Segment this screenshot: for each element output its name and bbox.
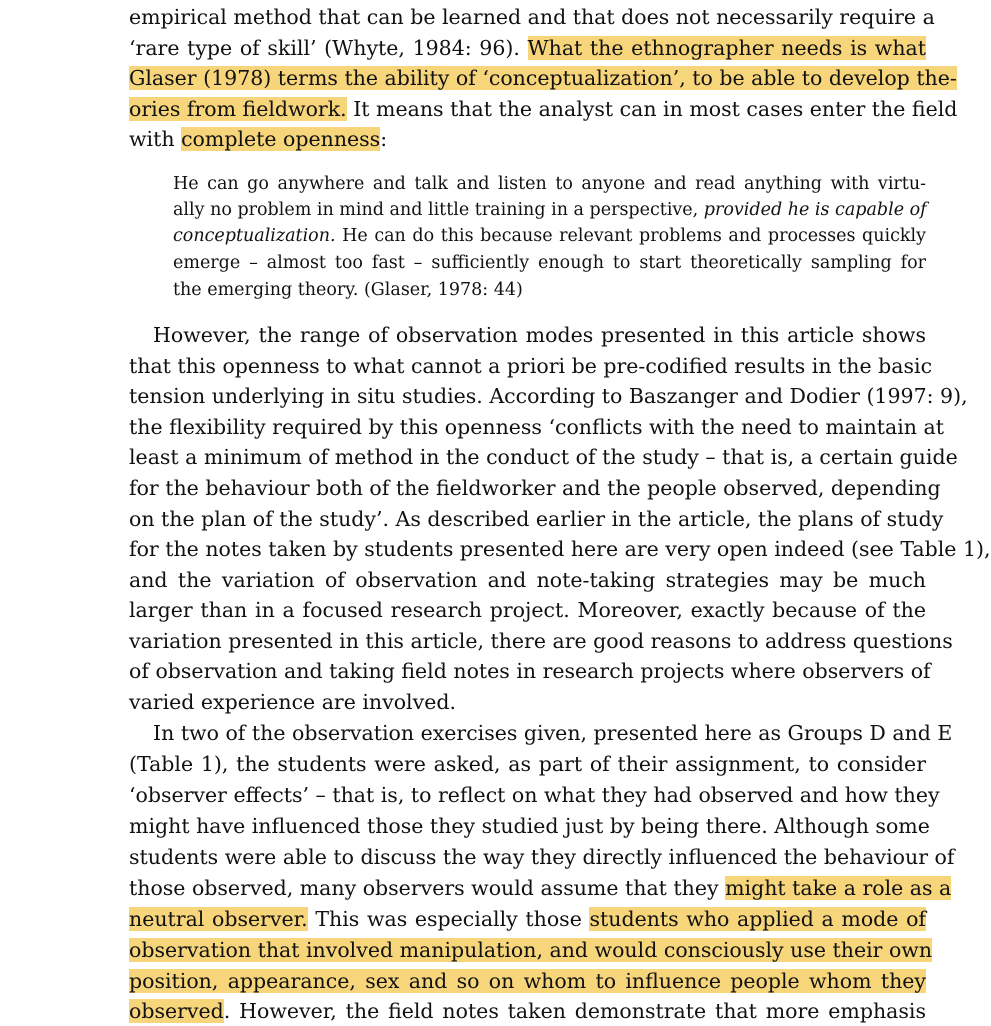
paragraph-line: the flexibility required by this openness ‘conflicts with the need to maintain at (129, 415, 944, 439)
paragraph-line (129, 935, 933, 965)
paragraph-line: varied experience are involved. (129, 690, 456, 714)
paragraph-line (129, 63, 957, 93)
highlighted-text: neutral observer. (129, 907, 308, 931)
paragraph-line (129, 996, 926, 1026)
paragraph-line: ‘observer effects’ – that is, to reflect on what they had observed and how they (129, 783, 940, 807)
paragraph-line: might have influenced those they studied just by being there. Although some (129, 814, 930, 838)
paragraph-line: (Table 1), the students were asked, as part of their assignment, to consider (129, 752, 926, 776)
highlighted-text: complete openness (181, 127, 381, 151)
highlighted-text: observed (129, 999, 224, 1023)
text-run: those observed, many observers would assume that they (129, 876, 726, 900)
paragraph-line (129, 873, 952, 903)
highlighted-text: What the ethnographer needs is what (527, 36, 926, 60)
paragraph-line: and the variation of observation and note-taking strategies may be much (129, 568, 926, 592)
paragraph-line: on the plan of the study’. As described earlier in the article, the plans of study (129, 507, 944, 531)
paragraph-line (129, 904, 926, 934)
highlighted-text: Glaser (1978) terms the ability of ‘conceptualization’, to be able to develop the- (129, 66, 957, 90)
paragraph-line: least a minimum of method in the conduct of the study – that is, a certain guide (129, 445, 958, 469)
quote-line: emerge – almost too fast – sufficiently enough to start theoretically sampling for (173, 253, 926, 273)
text-run: with (129, 127, 182, 151)
paragraph-line: tension underlying in situ studies. According to Baszanger and Dodier (1997: 9), (129, 384, 968, 408)
paragraph-line: students were able to discuss the way they directly influenced the behaviour of (129, 845, 955, 869)
quote-line: the emerging theory. (Glaser, 1978: 44) (173, 280, 523, 300)
paragraph-line: for the behaviour both of the fieldworker and the people observed, depending (129, 476, 941, 500)
text-run: He can do this because relevant problems and processes quickly (335, 226, 926, 246)
quote-line: He can go anywhere and talk and listen to anyone and read anything with virtu- (173, 174, 926, 194)
highlighted-text: might take a role as a (725, 876, 952, 900)
quote-line (173, 223, 926, 250)
paragraph-line (129, 94, 958, 124)
text-run: It means that the analyst can in most cases enter the field (346, 97, 958, 121)
paragraph-line: variation presented in this article, there are good reasons to address questions (129, 629, 953, 653)
highlighted-text: ories from fieldwork. (129, 97, 347, 121)
highlighted-text: position, appearance, sex and so on whom to influence people whom they (129, 969, 926, 993)
text-run: . However, the field notes taken demonstrate that more emphasis (223, 999, 926, 1023)
quote-line (173, 197, 926, 224)
paragraph-line: for the notes taken by students presented here are very open indeed (see Table 1), (129, 537, 991, 561)
paragraph-line (129, 33, 926, 63)
text-run: ally no problem in mind and little training in a perspective, (173, 200, 699, 220)
italic-text: conceptualization. (173, 226, 336, 246)
paragraph-line: However, the range of observation modes presented in this article shows (153, 323, 926, 347)
paragraph-line: of observation and taking field notes in research projects where observers of (129, 659, 931, 683)
highlighted-text: students who applied a mode of (589, 907, 927, 931)
text-run: This was especially those (307, 907, 590, 931)
highlighted-text: observation that involved manipulation, and would consciously use their own (129, 938, 933, 962)
paragraph-line: In two of the observation exercises given, presented here as Groups D and E (153, 721, 953, 745)
italic-text: provided he is capable of (698, 200, 927, 220)
paragraph-line: empirical method that can be learned and that does not necessarily require a (129, 5, 935, 29)
paragraph-line (129, 124, 926, 154)
paragraph-line: that this openness to what cannot a priori be pre-codified results in the basic (129, 354, 933, 378)
text-run: ‘rare type of skill’ (Whyte, 1984: 96). (129, 36, 528, 60)
text-run: : (380, 127, 388, 151)
paragraph-line: larger than in a focused research project. Moreover, exactly because of the (129, 598, 926, 622)
paragraph-line (129, 966, 926, 996)
